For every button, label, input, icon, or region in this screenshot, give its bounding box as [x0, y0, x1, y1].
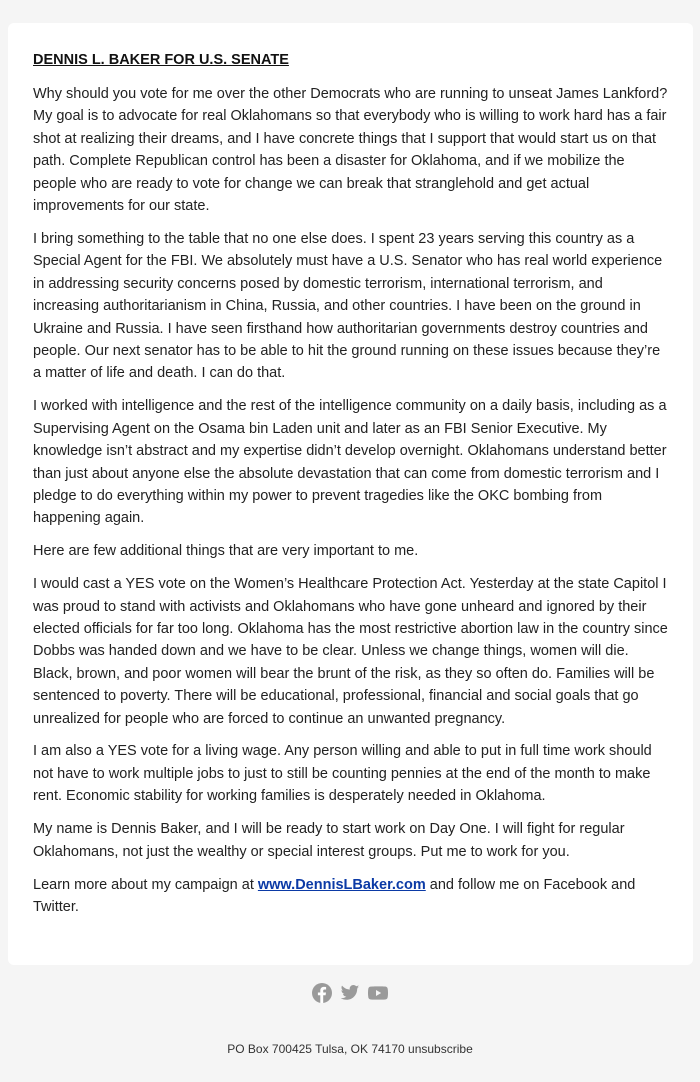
- closing-text-before: Learn more about my campaign at: [33, 876, 258, 893]
- facebook-icon[interactable]: [312, 983, 332, 1003]
- email-card: [8, 23, 693, 965]
- youtube-icon[interactable]: [368, 983, 388, 1003]
- email-heading: DENNIS L. BAKER FOR U.S. SENATE: [33, 52, 289, 68]
- social-icons: [0, 983, 700, 1003]
- paragraph-5: I would cast a YES vote on the Women’s Healthcare Protection Act. Yesterday at the state Capitol I was proud to stand with activists and Oklahomans who have gone unheard and ignored by their elected officials for far too long. Oklahoma has the most restrictive abortion law in the country since Dobbs was handed down and we have to be clear. Unless we change things, women will die. Black, brown, and poor women will bear the brunt of the risk, as they so often do. Families will be sentenced to poverty. There will be educational, professional, financial and social goals that go unrealized for people who are forced to continue an unwanted pregnancy.: [33, 576, 668, 727]
- paragraph-3: I worked with intelligence and the rest of the intelligence community on a daily basis, including as a Supervising Agent on the Osama bin Laden unit and later as an FBI Senior Executive. My knowledge isn’t abstract and my expertise didn’t develop overnight. Oklahomans understand better than just about anyone else the absolute devastation that can come from domestic terrorism and I pledge to do everything within my power to prevent tragedies like the OKC bombing from happening again.: [33, 398, 667, 527]
- twitter-icon[interactable]: [340, 983, 360, 1003]
- paragraph-1: Why should you vote for me over the other Democrats who are running to unseat James Lankford? My goal is to advocate for real Oklahomans so that everybody who is willing to work hard has a fair shot at realizing their dreams, and I have concrete things that I support that would start us on that path. Complete Republican control has been a disaster for Oklahoma, and if we mobilize the people who are ready to vote for change we can break that stranglehold and get actual improvements for our state.: [33, 86, 668, 215]
- unsubscribe-link[interactable]: unsubscribe: [408, 1042, 473, 1056]
- paragraph-7: My name is Dennis Baker, and I will be ready to start work on Day One. I will fight for regular Oklahomans, not just the wealthy or special interest groups. Put me to work for you.: [33, 821, 625, 860]
- closing-text-after: and follow me on Facebook and Twitter.: [33, 876, 636, 915]
- campaign-website-link[interactable]: www.DennisLBaker.com: [257, 876, 426, 893]
- paragraph-6: I am also a YES vote for a living wage. Any person willing and able to put in full time work should not have to work multiple jobs to just to still be counting pennies at the end of the month to make rent. Economic stability for working families is desperately needed in Oklahoma.: [33, 743, 652, 805]
- footer-address: PO Box 700425 Tulsa, OK 74170: [227, 1042, 405, 1056]
- closing-paragraph: [33, 874, 668, 919]
- footer: [0, 1042, 700, 1056]
- paragraph-2: I bring something to the table that no one else does. I spent 23 years serving this country as a Special Agent for the FBI. We absolutely must have a U.S. Senator who has real world experience in addressing security concerns posed by domestic terrorism, international terrorism, and increasing authoritarianism in China, Russia, and other countries. I have been on the ground in Ukraine and Russia. I have seen firsthand how authoritarian governments destroy countries and people. Our next senator has to be able to hit the ground running on these issues because they’re a matter of life and death. I can do that.: [33, 230, 663, 382]
- paragraph-4: Here are few additional things that are very important to me.: [33, 543, 419, 560]
